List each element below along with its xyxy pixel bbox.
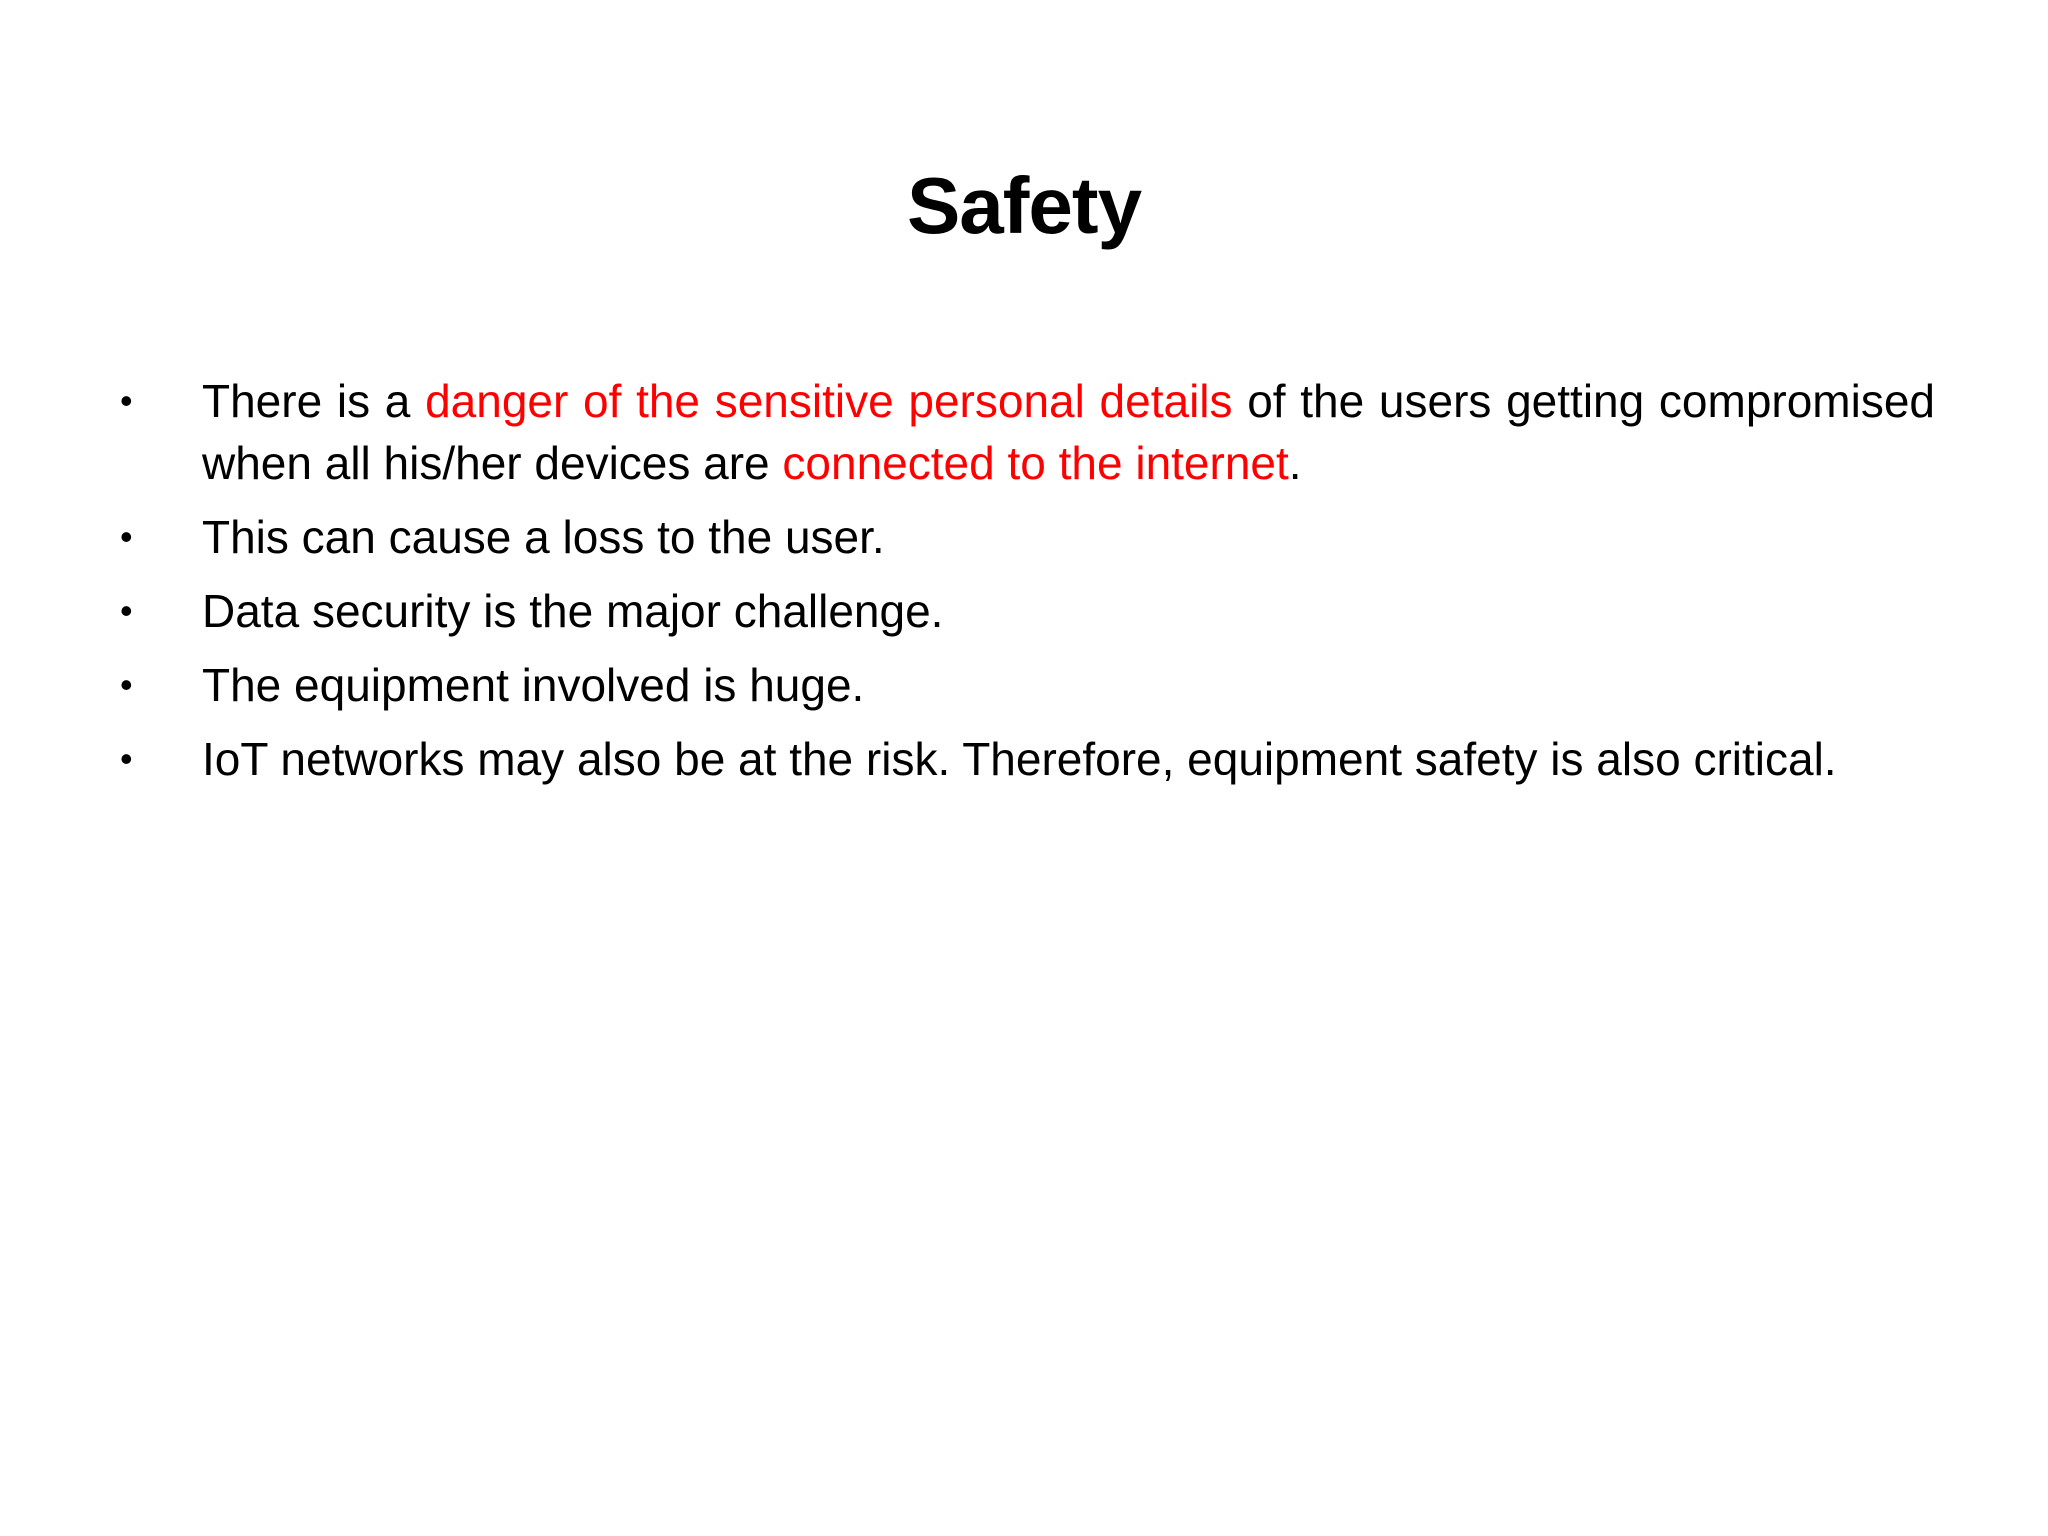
bullet-text: Data security is the major challenge. (202, 585, 944, 637)
bullet-item (120, 370, 1935, 494)
bullet-text: IoT networks may also be at the risk. Therefore, equipment safety is also critical. (202, 733, 1837, 785)
bullet-icon: • (120, 516, 133, 557)
bullet-icon: • (120, 590, 133, 631)
highlighted-text: connected to the internet (782, 437, 1289, 489)
bullet-list (120, 370, 1935, 802)
bullet-text: The equipment involved is huge. (202, 659, 865, 711)
bullet-text: . (1288, 437, 1302, 489)
bullet-item (120, 728, 1935, 790)
highlighted-text: danger of the sensitive personal details (425, 375, 1233, 427)
slide-title: Safety (906, 161, 1142, 250)
bullet-text: This can cause a loss to the user. (202, 511, 885, 563)
bullet-icon: • (120, 380, 133, 421)
bullet-text: of the users getting compromised when all his/her devices are (202, 375, 1936, 489)
bullet-item (120, 580, 1935, 642)
bullet-text: There is a (202, 375, 426, 427)
bullet-item (120, 506, 1935, 568)
bullet-icon: • (120, 664, 133, 705)
bullet-icon: • (120, 738, 133, 779)
bullet-item (120, 654, 1935, 716)
